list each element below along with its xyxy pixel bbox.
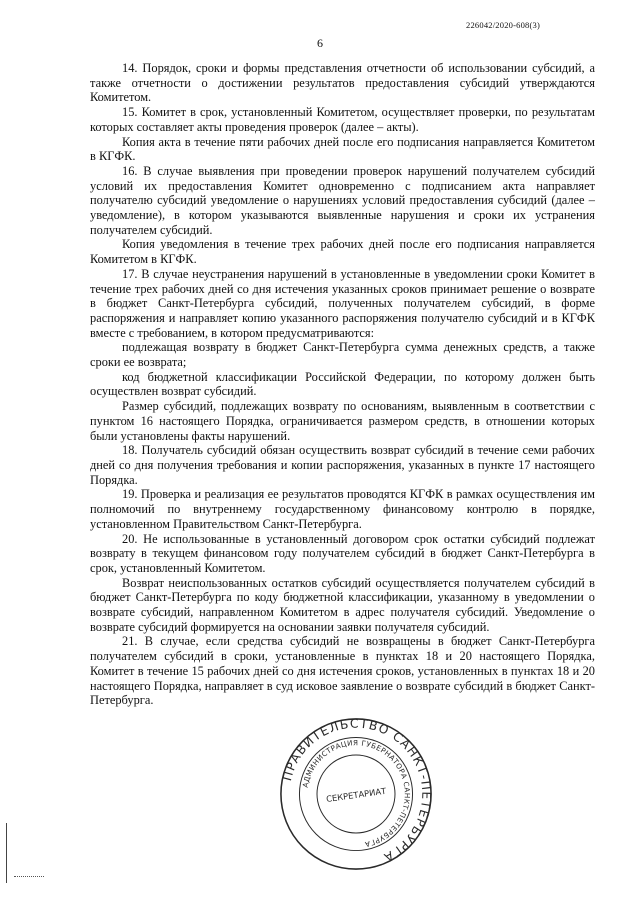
seal-center-text: СЕКРЕТАРИАТ — [325, 785, 387, 805]
paragraph-18: 18. Получатель субсидий обязан осуществить возврат субсидий в течение семи рабочих дней со дня получения требования и копии распоряжения, указанных в пункте 17 настоящего Порядка. — [90, 443, 595, 487]
margin-mark — [6, 823, 7, 883]
paragraph-14: 14. Порядок, сроки и формы представления отчетности об использовании субсидий, а также отчетности о достижении результатов предоставления субсидий утверждаются Комитетом. — [90, 61, 595, 105]
seal-inner-text: АДМИНИСТРАЦИЯ ГУБЕРНАТОРА САНКТ-ПЕТЕРБУРГА — [300, 738, 412, 849]
paragraph-16: 16. В случае выявления при проведении проверок нарушений получателем субсидий условий их предоставления Комитет одновременно с подписанием акта направляет получателю субсидий уведомление о нарушениях условий предоставления субсидий (далее – уведомление), в котором указываются выявленные нарушения и сроки их устранения получателем субсидий. — [90, 163, 595, 237]
document-number: 226042/2020-608(3) — [466, 20, 540, 30]
paragraph-17-size: Размер субсидий, подлежащих возврату по основаниям, выявленным в соответствии с пунктом 16 настоящего Порядка, ограничивается размером средств, в отношении которых были установлены факты нарушений. — [90, 399, 595, 443]
official-seal — [278, 716, 434, 872]
paragraph-17-item-sum: подлежащая возврату в бюджет Санкт-Петербурга сумма денежных средств, а также сроки ее возврата; — [90, 340, 595, 370]
margin-dotted-line — [14, 876, 44, 877]
seal-outer-text: ПРАВИТЕЛЬСТВО САНКТ-ПЕТЕРБУРГА — [280, 716, 434, 865]
paragraph-17: 17. В случае неустранения нарушений в установленные в уведомлении сроки Комитет в течение трех рабочих дней со дня истечения указанных сроков принимает решение о возврате в бюджет Санкт-Петербурга субсидий, полученных получателем субсидий, в форме распоряжения и направляет копию указанного распоряжения получателю субсидий и в КГФК вместе с требованием, в котором предусматриваются: — [90, 266, 595, 340]
paragraph-20-return: Возврат неиспользованных остатков субсидий осуществляется получателем субсидий в бюджет Санкт-Петербурга по коду бюджетной классификации, указанному в уведомлении о возврате субсидий, направленном Комитетом в адрес получателя субсидий. Уведомление о возврате субсидий формируется на основании заявки получателя субсидий. — [90, 575, 595, 634]
paragraph-19: 19. Проверка и реализация ее результатов проводятся КГФК в рамках осуществления им полномочий по внутреннему государственному финансовому контролю в порядке, установленном Правительством Санкт-Петербурга. — [90, 487, 595, 531]
paragraph-21: 21. В случае, если средства субсидий не возвращены в бюджет Санкт-Петербурга получателем субсидий в сроки, установленные в пунктах 18 и 20 настоящего Порядка, Комитет в течение 15 рабочих дней со дня истечения сроков, установленных в пунктах 18 и 20 настоящего Порядка, направляет в суд исковое заявление о возврате субсидий в бюджет Санкт-Петербурга. — [90, 634, 595, 708]
page-number: 6 — [317, 36, 323, 50]
paragraph-16-copy: Копия уведомления в течение трех рабочих дней после его подписания направляется Комитетом в КГФК. — [90, 237, 595, 267]
paragraph-17-item-code: код бюджетной классификации Российской Федерации, по которому должен быть осуществлен возврат субсидий. — [90, 369, 595, 399]
paragraph-15-copy: Копия акта в течение пяти рабочих дней после его подписания направляется Комитетом в КГФК. — [90, 134, 595, 164]
document-body — [90, 61, 595, 708]
paragraph-15: 15. Комитет в срок, установленный Комитетом, осуществляет проверки, по результатам которых составляет акты проведения проверок (далее – акты). — [90, 105, 595, 134]
paragraph-20: 20. Не использованные в установленный договором срок остатки субсидий подлежат возврату в текущем финансовом году получателем субсидий в бюджет Санкт-Петербурга в срок, установленный Комитетом. — [90, 531, 595, 575]
